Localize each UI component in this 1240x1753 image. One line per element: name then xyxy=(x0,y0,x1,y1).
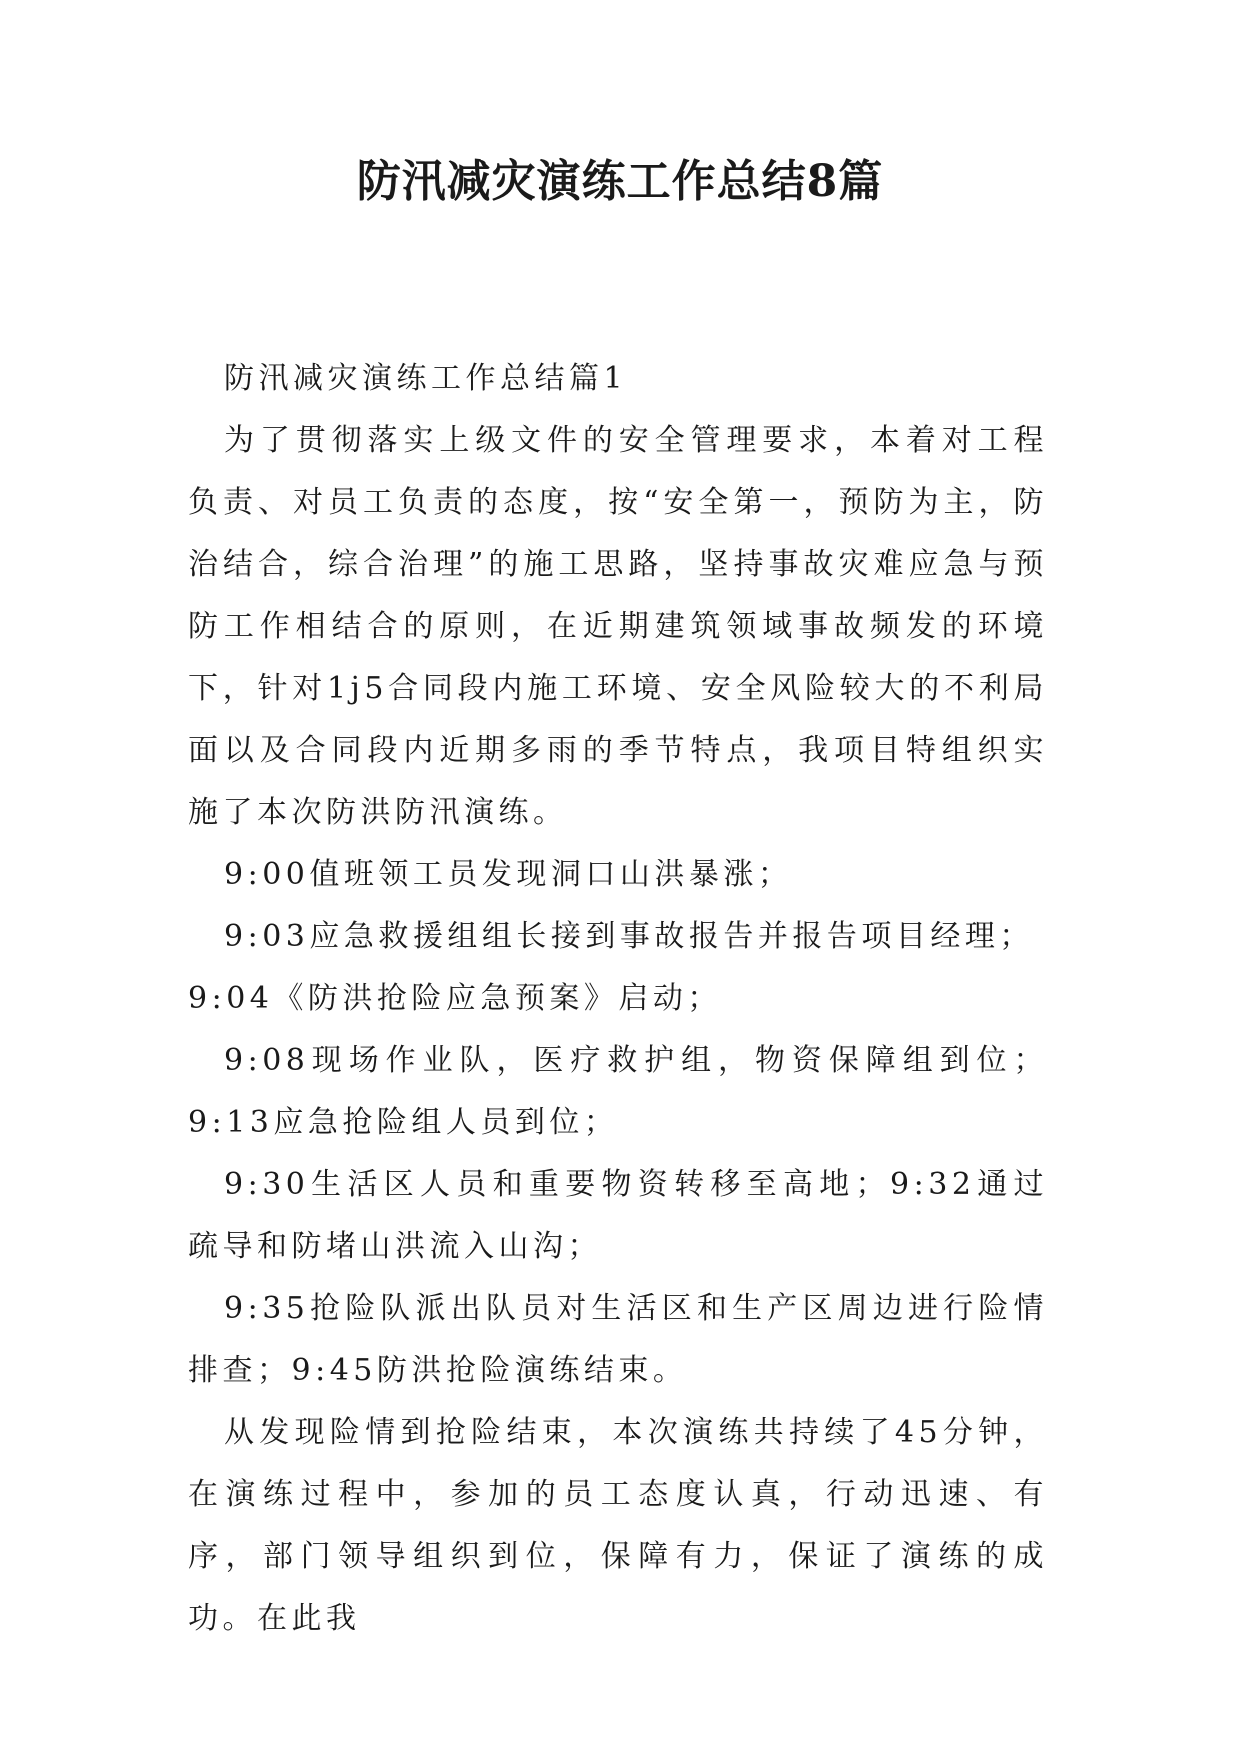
paragraph-timeline-0908: 9:08现场作业队，医疗救护组，物资保障组到位；9:13应急抢险组人员到位； xyxy=(188,1043,1048,1140)
paragraph-timeline-0900: 9:00值班领工员发现洞口山洪暴涨； xyxy=(224,857,793,892)
paragraph-timeline-0930: 9:30生活区人员和重要物资转移至高地；9:32通过疏导和防堵山洪流入山沟； xyxy=(188,1167,1048,1264)
paragraph-timeline-0935: 9:35抢险队派出队员对生活区和生产区周边进行险情排查；9:45防洪抢险演练结束。 xyxy=(188,1291,1048,1388)
paragraph-timeline-0903: 9:03应急救援组组长接到事故报告并报告项目经理； xyxy=(224,919,1034,954)
section-heading: 防汛减灾演练工作总结篇1 xyxy=(224,361,628,396)
paragraph-timeline-0904: 9:04《防洪抢险应急预案》启动； xyxy=(188,981,722,1016)
document-title: 防汛减灾演练工作总结8篇 xyxy=(356,156,884,207)
document-body xyxy=(188,348,1048,1650)
paragraph-intro: 为了贯彻落实上级文件的安全管理要求，本着对工程负责、对员工负责的态度，按“安全第一，预防为主，防治结合，综合治理”的施工思路，坚持事故灾难应急与预防工作相结合的原则，在近期建筑领域事故频发的环境下，针对1j5合同段内施工环境、安全风险较大的不利局面以及合同段内近期多雨的季节特点，我项目特组织实施了本次防洪防汛演练。 xyxy=(188,423,1048,830)
paragraph-summary: 从发现险情到抢险结束，本次演练共持续了45分钟，在演练过程中，参加的员工态度认真，行动迅速、有序，部门领导组织到位，保障有力，保证了演练的成功。在此我 xyxy=(188,1415,1048,1636)
